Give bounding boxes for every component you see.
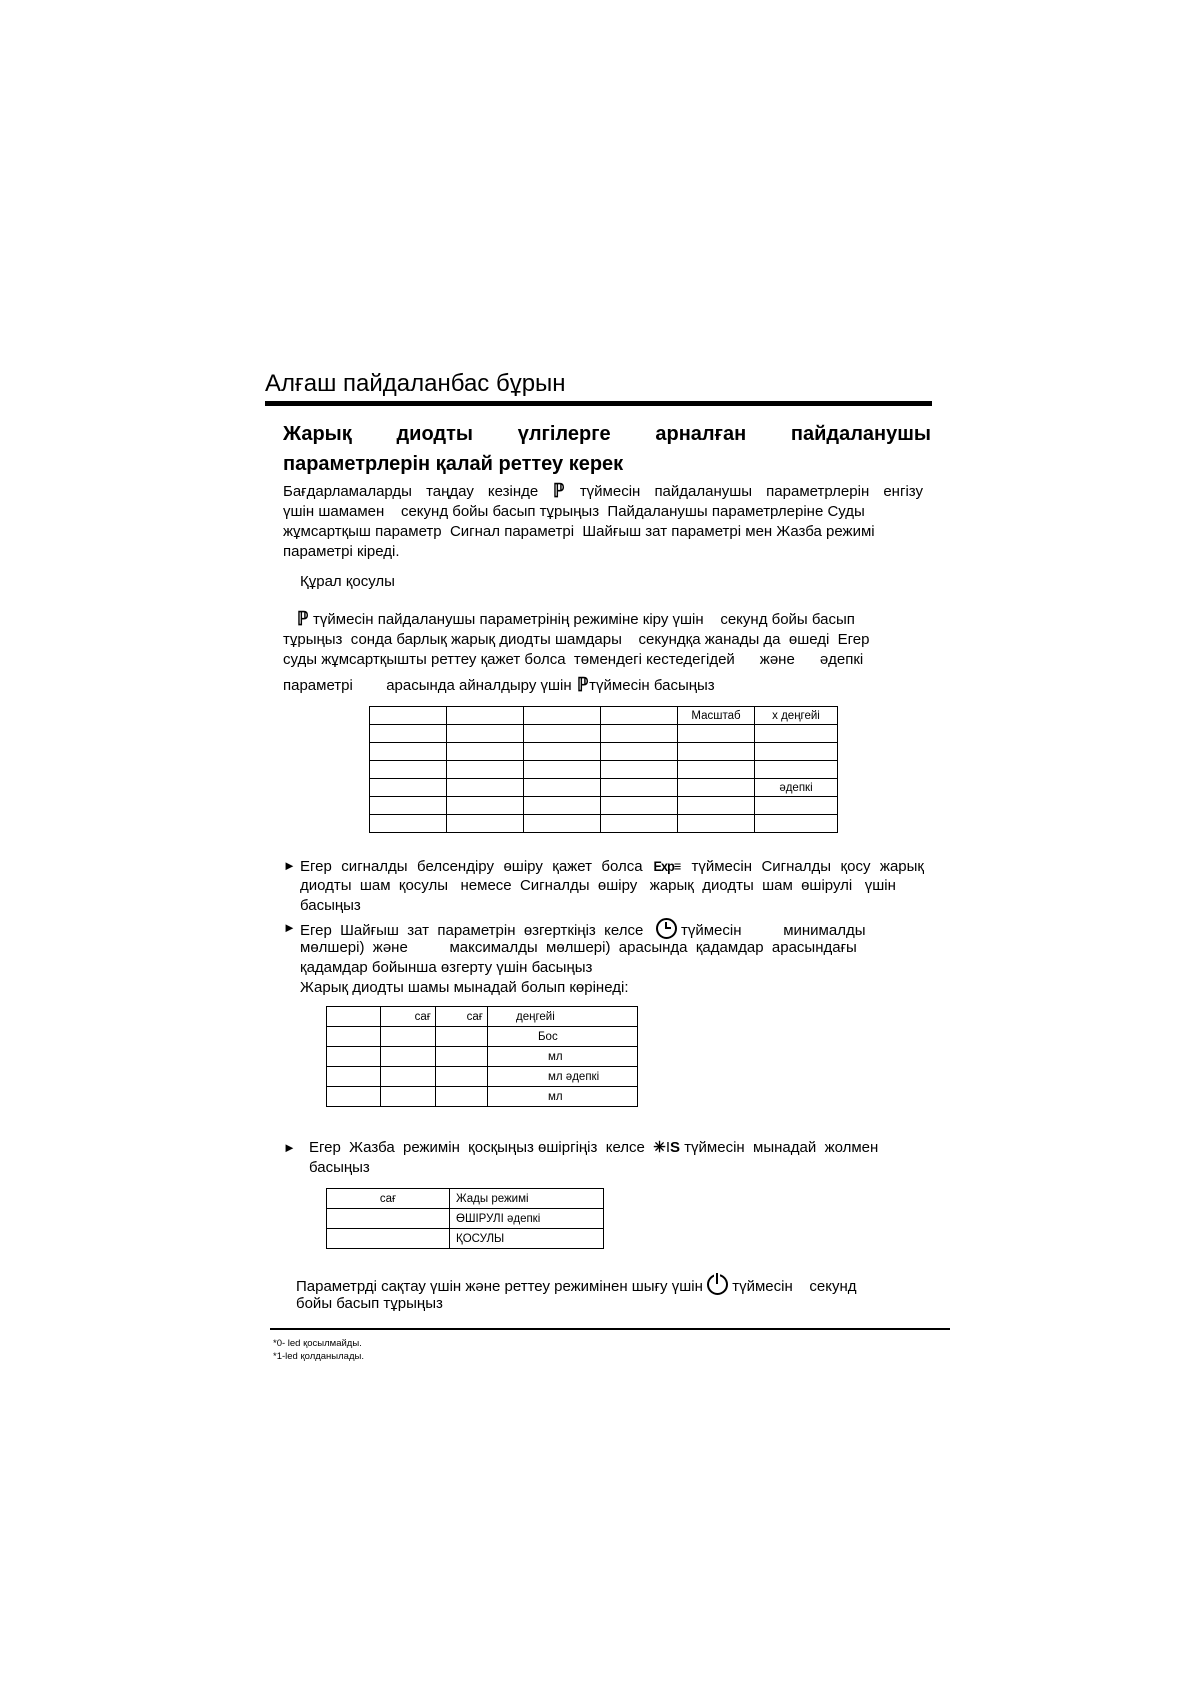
table-row: Масштаб х деңгейі [370, 707, 838, 725]
p-mode-line: суды жұмсартқышты реттеу қажет болса төмендегі кестедегідей және әдепкі [283, 651, 864, 668]
table-row: әдепкі [370, 779, 838, 797]
intro-line: Бағдарламаларды таңдау кезінде ℙ түймесін пайдаланушы параметрлерін енгізу [283, 481, 923, 502]
bullet-arrow: ► [283, 1140, 296, 1155]
p-mode-line: параметрі арасында айналдыру үшін ℙтүймесін басыңыз [283, 675, 715, 696]
footnote-rule [270, 1328, 950, 1330]
save-line: Параметрді сақтау үшін және реттеу режимінен шығу үшін түймесін секунд [296, 1274, 936, 1297]
table-row [370, 725, 838, 743]
save-line: бойы басып тұрыңыз [296, 1295, 443, 1312]
bullet-line: диодты шам қосулы немесе Сигналды өшіру жарық диодты шам өшірулі үшін [300, 877, 896, 894]
table-row: мл әдепкі [327, 1067, 638, 1087]
heading-word: пайдаланушы [790, 423, 931, 445]
table-row [370, 815, 838, 833]
detergent-table [326, 1006, 638, 1107]
table-row: Бос [327, 1027, 638, 1047]
table-row: ӨШІРУЛІ әдепкі [327, 1209, 604, 1229]
footnote: *1-led қолданылады. [273, 1351, 364, 1362]
table-row: ҚОСУЛЫ [327, 1229, 604, 1249]
heading-word: Жарық [283, 423, 352, 445]
exp-button-icon: Exp≡ [653, 858, 681, 874]
p-mode-line: ℙ түймесін пайдаланушы параметрінің режиміне кіру үшін секунд бойы басып [296, 609, 855, 630]
separator-icon: I [665, 1139, 670, 1156]
device-on-label: Құрал қосулы [300, 573, 395, 590]
intro-line: жұмсартқыш параметр Сигнал параметрі Шайғыш зат параметрі мен Жазба режимі [283, 523, 875, 540]
intro-line: параметрі кіреді. [283, 543, 400, 560]
section-title: Алғаш пайдаланбас бұрын [265, 370, 566, 397]
p-button-icon: ℙ [296, 609, 308, 630]
bullet-arrow: ► [283, 858, 296, 873]
p-button-icon: ℙ [553, 481, 565, 502]
star-icon: ✳ [653, 1139, 666, 1156]
table-row: сағ сағ деңгейі [327, 1007, 638, 1027]
heading-word: арналған [655, 423, 747, 445]
bullet-line: Егер Жазба режимін қосқыңыз өшіргіңіз келсе ✳IS түймесін мынадай жолмен [309, 1139, 879, 1156]
footnote: *0- led қосылмайды. [273, 1338, 362, 1349]
clock-icon [656, 918, 677, 939]
bullet-line: Егер сигналды белсендіру өшіру қажет болса Exp≡ түймесін Сигналды қосу жарық [300, 858, 924, 875]
memory-mode-table [326, 1188, 604, 1249]
page-heading-line2: параметрлерін қалай реттеу керек [283, 453, 624, 475]
heading-word: диодты [396, 423, 473, 445]
table-row [370, 797, 838, 815]
p-button-icon: ℙ [576, 675, 589, 696]
bullet-line: басыңыз [309, 1159, 370, 1176]
p-mode-line: тұрыңыз сонда барлық жарық диодты шамдары секундқа жанады да өшеді Егер [283, 631, 870, 648]
power-icon [707, 1274, 728, 1295]
s-button-icon: S [670, 1139, 681, 1156]
bullet-line: Егер Шайғыш зат параметрін өзгерткіңіз келсе түймесін минималды [300, 918, 930, 941]
intro-line: үшін шамамен секунд бойы басып тұрыңыз Пайдаланушы параметрлеріне Суды [283, 503, 865, 520]
bullet-line: Жарық диодты шамы мынадай болып көрінеді: [300, 979, 629, 996]
bullet-line: қадамдар бойынша өзгерту үшін басыңыз [300, 959, 593, 976]
bullet-arrow: ► [283, 920, 296, 935]
table-row: сағ Жады режимі [327, 1189, 604, 1209]
bullet-line: мөлшері) және максималды мөлшері) арасында қадамдар арасындағы [300, 939, 857, 956]
page-heading-line1 [283, 420, 931, 448]
title-rule [265, 401, 932, 406]
bullet-line: басыңыз [300, 897, 361, 914]
table-row: мл [327, 1087, 638, 1107]
softener-table [369, 706, 838, 833]
heading-word: үлгілерге [517, 423, 611, 445]
table-row: мл [327, 1047, 638, 1067]
table-row [370, 743, 838, 761]
table-row [370, 761, 838, 779]
